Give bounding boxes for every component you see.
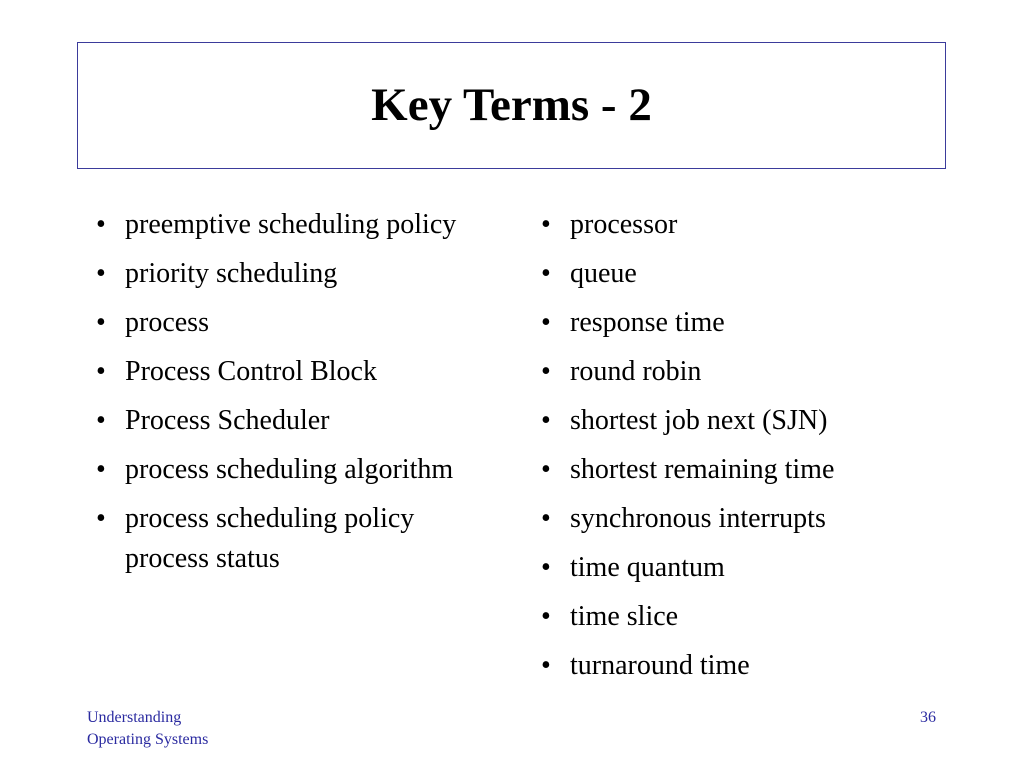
term-text: Process Control Block xyxy=(125,356,377,387)
bullet-icon: • xyxy=(96,454,106,485)
bullet-icon: • xyxy=(96,356,106,387)
footer-book-line-2: Operating Systems xyxy=(87,731,209,748)
term-text: Process Scheduler xyxy=(125,405,330,436)
page-number: 36 xyxy=(920,709,936,726)
term-text: shortest job next (SJN) xyxy=(570,405,828,436)
term-text: shortest remaining time xyxy=(570,454,835,485)
list-item xyxy=(532,205,942,245)
term-text: synchronous interrupts xyxy=(570,503,826,534)
bullet-icon: • xyxy=(96,503,106,534)
left-term-list xyxy=(87,205,487,588)
bullet-icon: • xyxy=(541,650,551,681)
term-text: response time xyxy=(570,307,725,338)
list-item xyxy=(87,205,487,245)
term-text: time slice xyxy=(570,601,679,632)
term-text: round robin xyxy=(570,356,702,387)
list-item xyxy=(87,352,487,392)
list-item xyxy=(87,401,487,441)
bullet-icon: • xyxy=(541,601,551,632)
right-term-list xyxy=(532,205,942,695)
bullet-icon: • xyxy=(541,405,551,436)
bullet-icon: • xyxy=(541,356,551,387)
list-item xyxy=(532,548,942,588)
footer-book-title xyxy=(87,707,208,751)
list-item xyxy=(532,352,942,392)
list-item xyxy=(87,303,487,343)
term-text: queue xyxy=(570,258,637,289)
list-item xyxy=(87,450,487,490)
bullet-icon: • xyxy=(541,258,551,289)
slide-title: Key Terms - 2 xyxy=(371,79,652,131)
bullet-icon: • xyxy=(541,503,551,534)
bullet-icon: • xyxy=(96,307,106,338)
list-item xyxy=(87,499,487,579)
term-text: processor xyxy=(570,209,678,240)
bullet-icon: • xyxy=(541,552,551,583)
term-text: preemptive scheduling policy xyxy=(125,209,457,240)
list-item xyxy=(532,254,942,294)
list-item xyxy=(532,303,942,343)
bullet-icon: • xyxy=(541,307,551,338)
title-box xyxy=(77,42,946,169)
list-item xyxy=(532,646,942,686)
bullet-icon: • xyxy=(96,209,106,240)
term-text: priority scheduling xyxy=(125,258,338,289)
list-item xyxy=(532,499,942,539)
term-text: process xyxy=(125,307,209,338)
list-item xyxy=(532,597,942,637)
bullet-icon: • xyxy=(541,454,551,485)
term-text: process scheduling algorithm xyxy=(125,454,454,485)
term-text: turnaround time xyxy=(570,650,750,681)
bullet-icon: • xyxy=(96,405,106,436)
term-text: time quantum xyxy=(570,552,725,583)
list-item xyxy=(87,254,487,294)
list-item xyxy=(532,401,942,441)
bullet-icon: • xyxy=(96,258,106,289)
term-text: process scheduling policy process status xyxy=(125,503,415,574)
bullet-icon: • xyxy=(541,209,551,240)
footer-book-line-1: Understanding xyxy=(87,709,182,726)
list-item xyxy=(532,450,942,490)
